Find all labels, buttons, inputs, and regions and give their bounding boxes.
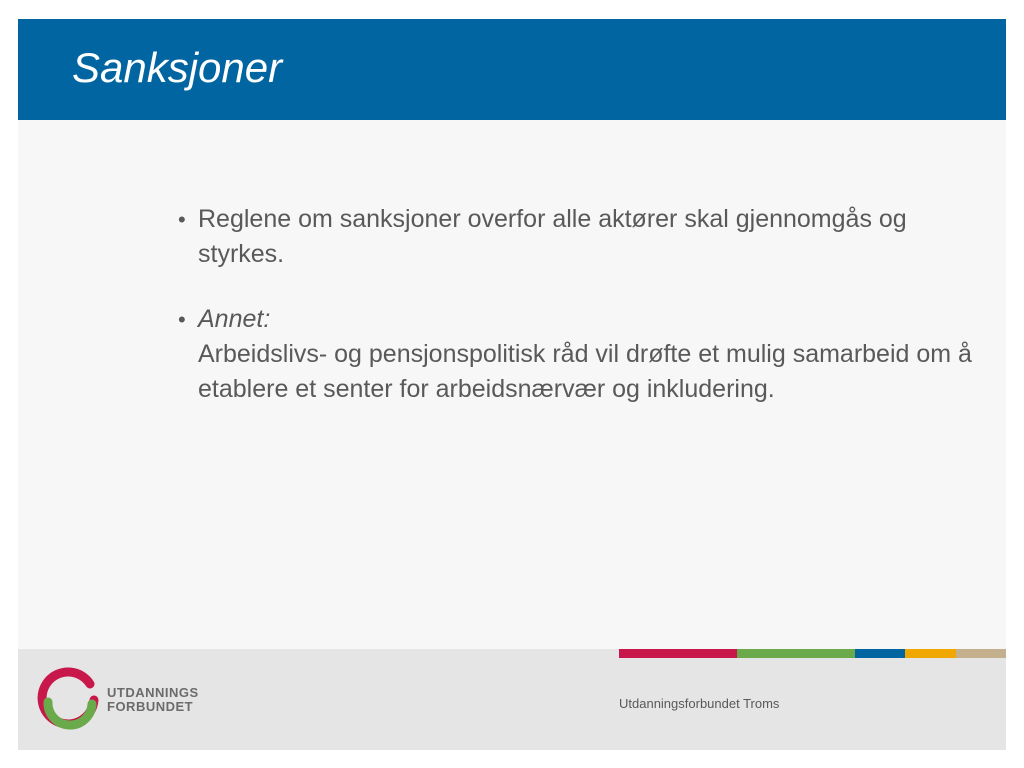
bullet-item-2 (178, 302, 978, 407)
logo-text (107, 686, 199, 714)
logo-line-2: FORBUNDET (107, 699, 194, 714)
slide-content (178, 202, 978, 437)
footer-organization: Utdanningsforbundet Troms (619, 696, 780, 711)
utdanningsforbundet-logo-icon (36, 664, 102, 730)
bullet-dot: • (178, 207, 186, 232)
color-bar-red (619, 649, 737, 658)
color-bar-green (737, 649, 855, 658)
bullet-dot: • (178, 307, 186, 332)
logo-line-1: UTDANNINGS (107, 685, 199, 700)
slide (18, 19, 1006, 750)
slide-title: Sanksjoner (72, 44, 283, 91)
bullet-text: Arbeidslivs- og pensjonspolitisk råd vil drøfte et mulig samarbeid om å etablere et senter for arbeidsnærvær og inkludering. (198, 340, 972, 403)
bullet-text: Reglene om sanksjoner overfor alle aktører skal gjennomgås og styrkes. (198, 205, 907, 268)
color-bar-blue (855, 649, 905, 658)
color-bar-tan (956, 649, 1006, 658)
color-bar-yellow (905, 649, 956, 658)
title-bar (18, 19, 1006, 120)
bullet-label: Annet: (198, 305, 271, 333)
bullet-item-1 (178, 202, 978, 272)
